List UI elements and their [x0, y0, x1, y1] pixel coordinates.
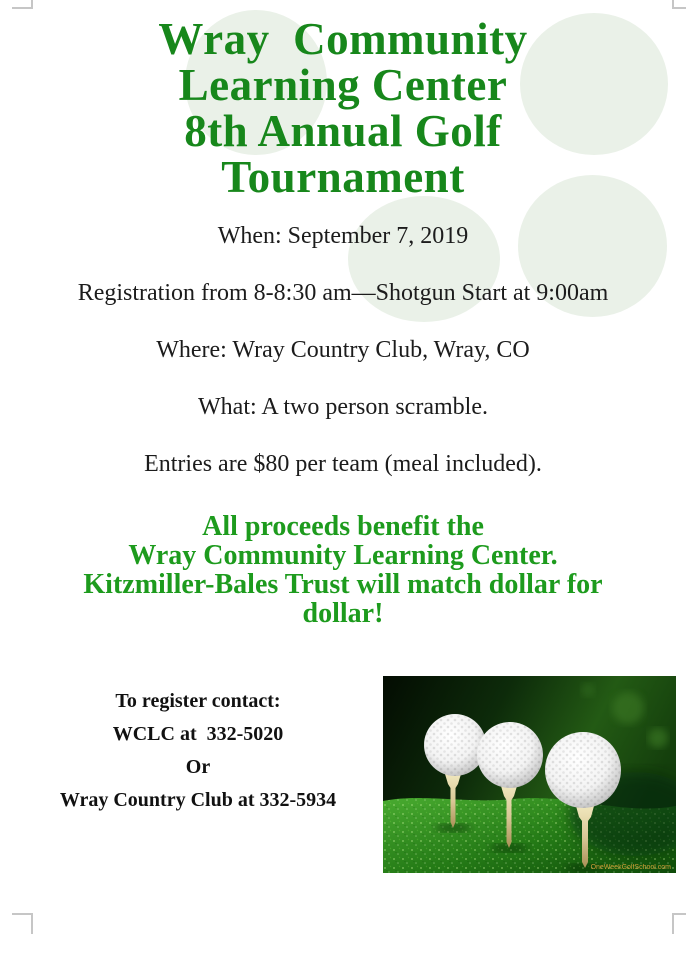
title-line: Wray Community: [158, 14, 528, 64]
benefit-line: Kitzmiller-Bales Trust will match dollar for: [83, 569, 603, 600]
contact-block: [33, 690, 363, 822]
margin-corner-mark-top-left: [12, 0, 33, 9]
contact-country-club-phone: Wray Country Club at 332-5934: [59, 789, 337, 811]
golf-ball: [424, 714, 486, 776]
where-line: Where: Wray Country Club, Wray, CO: [156, 337, 530, 363]
benefit-statement: [0, 512, 686, 628]
golf-ball: [545, 732, 621, 808]
margin-corner-mark-bottom-left: [12, 913, 33, 934]
golf-balls-photo: [383, 676, 676, 873]
entries-line: Entries are $80 per team (meal included).: [144, 451, 542, 477]
event-details: [0, 222, 686, 507]
golf-ball: [477, 722, 543, 788]
photo-watermark: OneWeekGolfSchool.com: [590, 864, 671, 871]
contact-heading: To register contact:: [115, 690, 281, 712]
what-line: What: A two person scramble.: [198, 394, 488, 420]
margin-corner-mark-top-right: [672, 0, 686, 9]
title-line: Learning Center: [178, 60, 508, 110]
golf-balls-illustration: [383, 676, 676, 873]
registration-line: Registration from 8-8:30 am—Shotgun Start at 9:00am: [77, 280, 609, 306]
flyer-title: [0, 16, 686, 200]
margin-corner-mark-bottom-right: [672, 913, 686, 934]
title-line: Tournament: [221, 152, 465, 202]
when-line: When: September 7, 2019: [217, 223, 469, 249]
benefit-line: dollar!: [302, 598, 384, 629]
contact-wclc-phone: WCLC at 332-5020: [112, 723, 284, 745]
contact-or: Or: [185, 756, 211, 778]
benefit-line: Wray Community Learning Center.: [128, 540, 558, 571]
title-line: 8th Annual Golf: [184, 106, 502, 156]
benefit-line: All proceeds benefit the: [202, 511, 484, 542]
